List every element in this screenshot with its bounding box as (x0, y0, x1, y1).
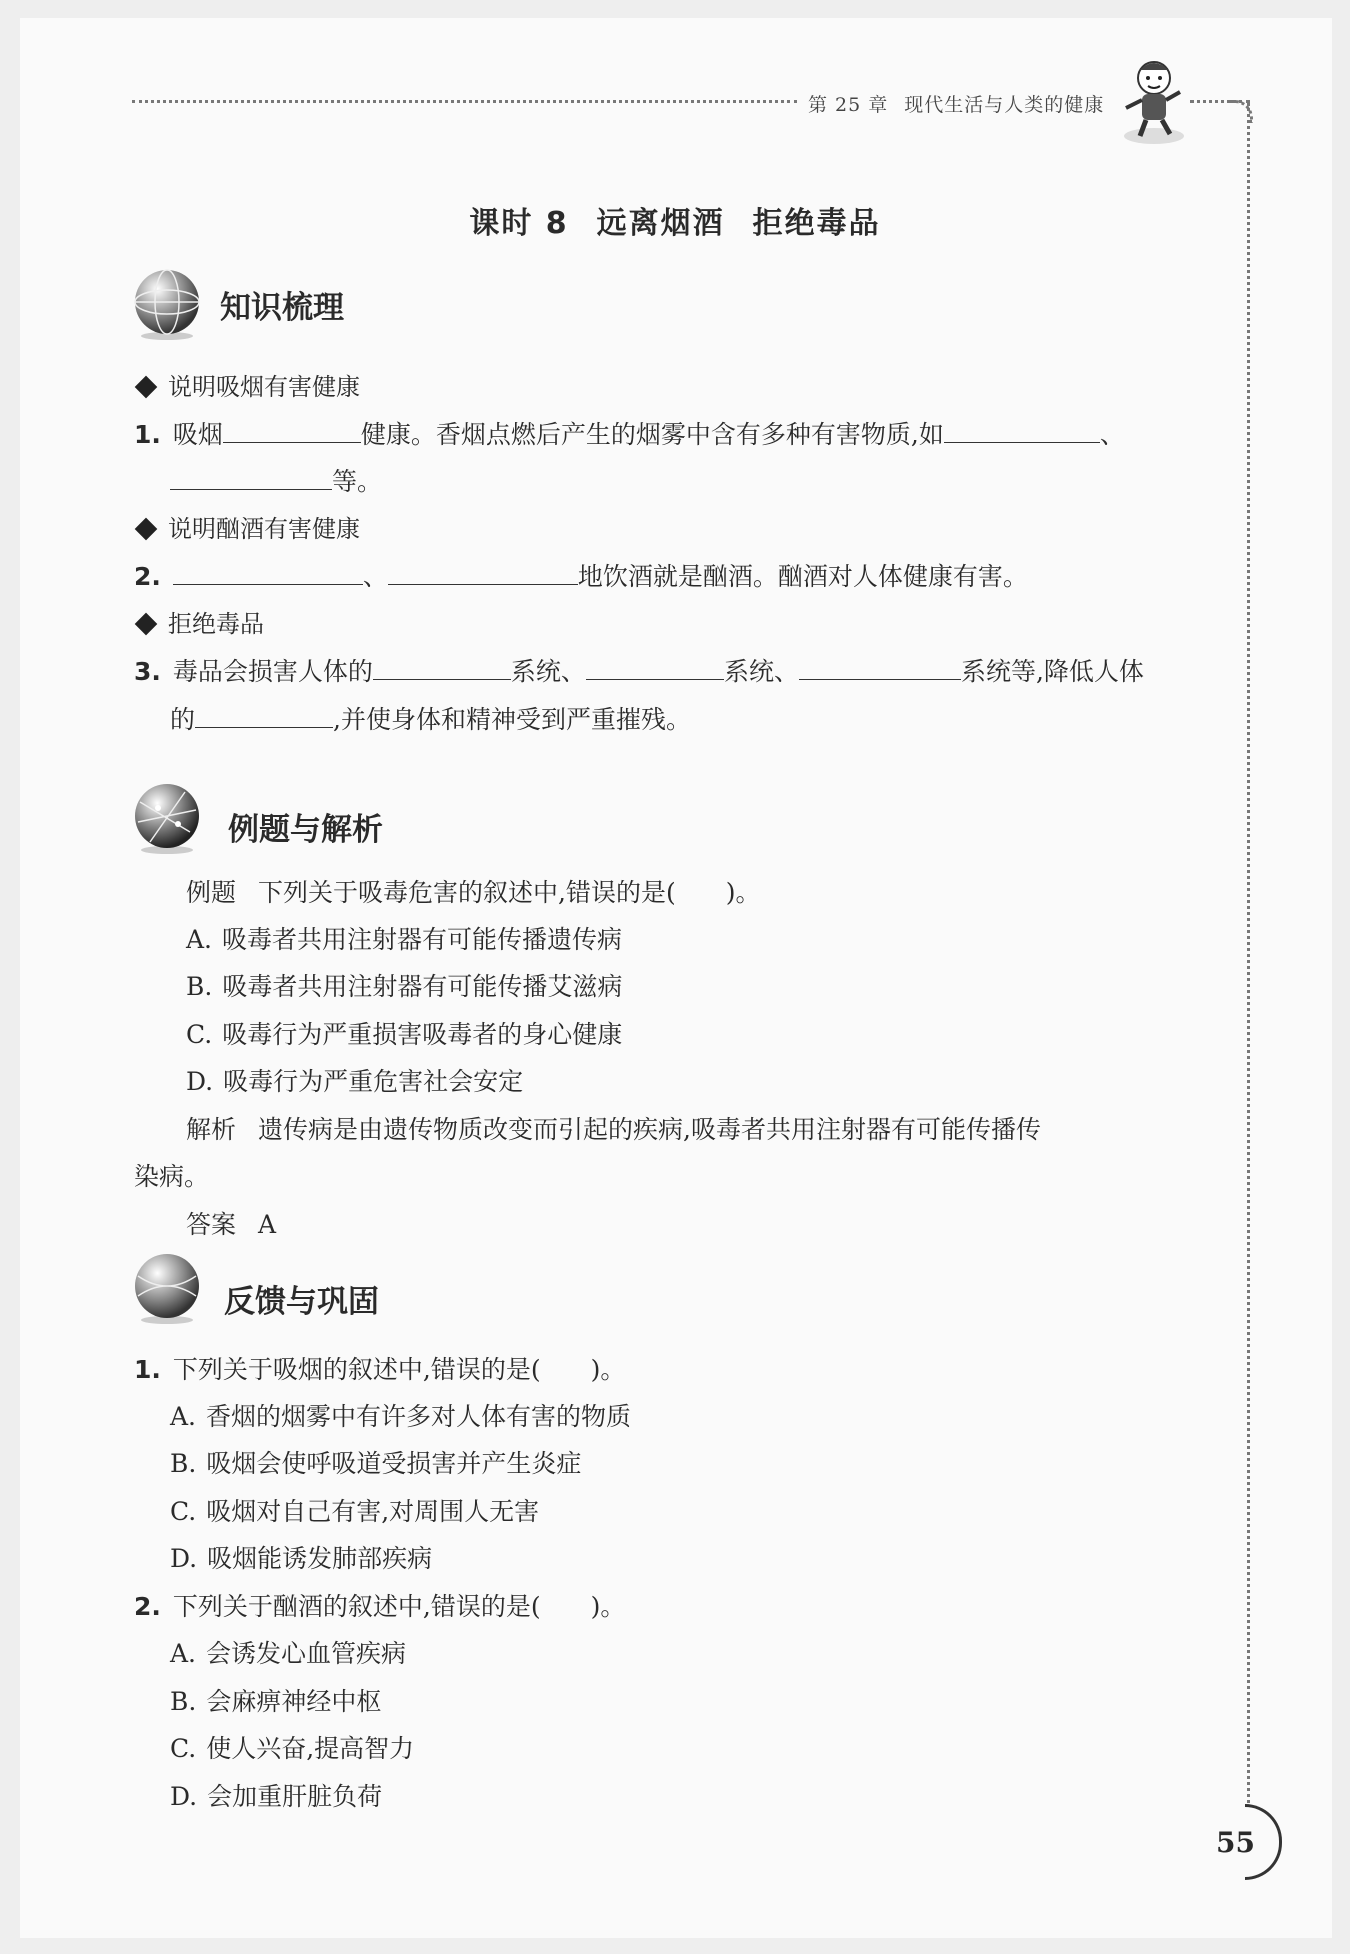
heading-smoking: 说明吸烟有害健康 (134, 370, 360, 404)
example-option: D. 吸毒行为严重危害社会安定 (186, 1067, 524, 1096)
mascot-illustration (1118, 56, 1188, 146)
example-option: A. 吸毒者共用注射器有可能传播遗传病 (186, 925, 623, 954)
globe-icon (130, 782, 204, 856)
lesson-label: 课时 8 (469, 206, 569, 241)
lesson-title-a: 远离烟酒 (596, 206, 725, 241)
feedback-option: B. 会麻痹神经中枢 (170, 1687, 382, 1716)
fill-blank[interactable] (223, 416, 361, 443)
section-feedback-header (130, 1252, 450, 1332)
running-header (808, 90, 1120, 117)
heading-drinking: 说明酗酒有害健康 (134, 512, 360, 546)
example-analysis: 解析 遗传病是由遗传物质改变而引起的疾病,吸毒者共用注射器有可能传播传 (186, 1115, 1041, 1144)
example-question: 例题 下列关于吸毒危害的叙述中,错误的是( )。 (186, 878, 761, 907)
fill-blank[interactable] (388, 558, 578, 585)
section-example-header (130, 782, 450, 862)
section-title: 知识梳理 (220, 290, 344, 326)
header-dotted-rule (132, 100, 797, 103)
page-border-right (1247, 103, 1250, 1803)
feedback-option: A. 会诱发心血管疾病 (170, 1639, 407, 1668)
fill-blank[interactable] (944, 416, 1100, 443)
globe-icon (130, 268, 204, 342)
feedback-option: C. 吸烟对自己有害,对周围人无害 (170, 1497, 540, 1526)
fill-blank[interactable] (195, 701, 333, 728)
feedback-question-2: 2. 下列关于酗酒的叙述中,错误的是( )。 (134, 1592, 626, 1621)
page-number: 55 (1216, 1826, 1255, 1859)
fill-blank[interactable] (586, 653, 724, 680)
section-knowledge-header (130, 268, 430, 348)
example-option: C. 吸毒行为严重损害吸毒者的身心健康 (186, 1020, 623, 1049)
fill-blank[interactable] (170, 463, 332, 490)
diamond-bullet-icon (135, 375, 158, 398)
example-analysis-cont: 染病。 (134, 1162, 210, 1191)
fill-blank[interactable] (373, 653, 511, 680)
lesson-title (0, 198, 1350, 242)
fill-blank[interactable] (799, 653, 961, 680)
lesson-title-b: 拒绝毒品 (752, 206, 881, 241)
feedback-option: D. 吸烟能诱发肺部疾病 (170, 1544, 433, 1573)
knowledge-question-1-cont: 等。 (170, 463, 382, 499)
chapter-title: 现代生活与人类的健康 (904, 94, 1105, 116)
knowledge-question-1: 1. 吸烟 健康。香烟点燃后产生的烟雾中含有多种有害物质,如 、 (134, 416, 1125, 452)
feedback-option: C. 使人兴奋,提高智力 (170, 1734, 415, 1763)
knowledge-question-2: 2. 、 地饮酒就是酗酒。酗酒对人体健康有害。 (134, 558, 1028, 594)
section-title: 反馈与巩固 (224, 1284, 379, 1320)
heading-drugs: 拒绝毒品 (134, 607, 264, 641)
fill-blank[interactable] (173, 558, 363, 585)
feedback-option: A. 香烟的烟雾中有许多对人体有害的物质 (170, 1402, 632, 1431)
feedback-question-1: 1. 下列关于吸烟的叙述中,错误的是( )。 (134, 1355, 626, 1384)
example-option: B. 吸毒者共用注射器有可能传播艾滋病 (186, 972, 623, 1001)
feedback-option: D. 会加重肝脏负荷 (170, 1782, 383, 1811)
globe-icon (130, 1252, 204, 1326)
section-title: 例题与解析 (228, 812, 383, 848)
example-answer: 答案 A (186, 1210, 277, 1239)
diamond-bullet-icon (135, 612, 158, 635)
feedback-option: B. 吸烟会使呼吸道受损害并产生炎症 (170, 1449, 582, 1478)
diamond-bullet-icon (135, 517, 158, 540)
knowledge-question-3: 3. 毒品会损害人体的 系统、 系统、 系统等,降低人体 (134, 653, 1144, 689)
chapter-number: 第 25 章 (808, 94, 889, 116)
knowledge-question-3-cont: 的 ,并使身体和精神受到严重摧残。 (170, 701, 691, 737)
